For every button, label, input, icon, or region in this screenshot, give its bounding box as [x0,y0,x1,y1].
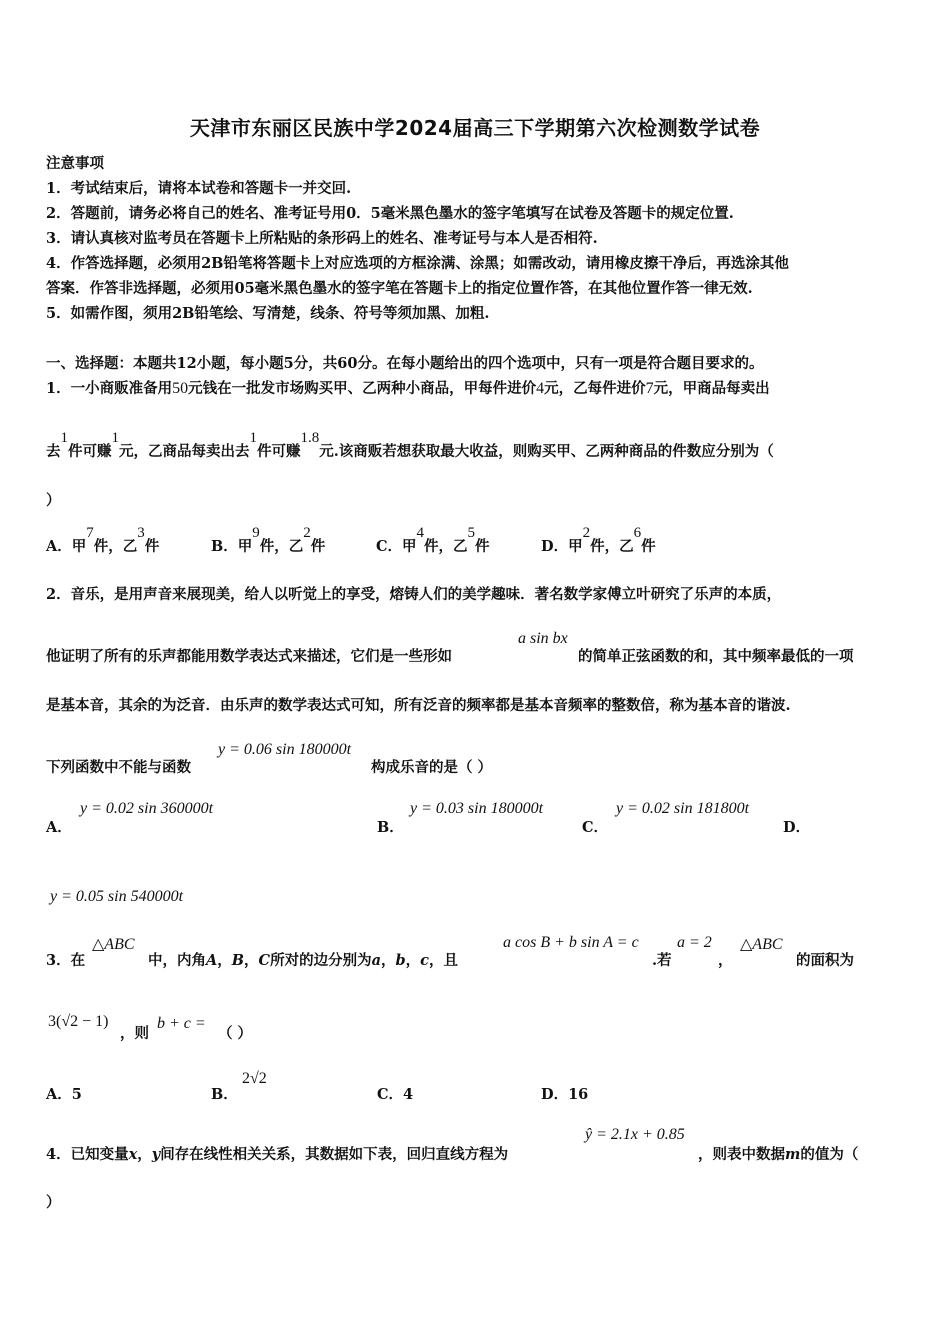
q4-text: 4．已知变量 [46,1146,129,1163]
note-item-4: 4．作答选择题，必须用2B铅笔将答题卡上对应选项的方框涂满、涂黑；如需改动，请用橡皮擦干净后，再选涂其他 [46,255,789,272]
q1-option-a[interactable] [46,525,160,556]
q2-option-d-label[interactable]: D． [783,819,811,836]
q4-text: ，则表中数据 [698,1146,785,1163]
q1-text: 元钱在一批发市场购买甲、乙两种小商品，甲每件进价 [188,380,537,397]
q1-option-d-text: 件 [641,538,656,555]
q3-triangle-abc: △ABC [92,936,135,953]
q4-text: ， [137,1146,152,1163]
q3-text: 中，内角 [148,952,206,969]
q3-angle-a: A [206,952,218,969]
note-item-3: 3．请认真核对监考员在答题卡上所粘贴的条形码上的姓名、准考证号与本人是否相符. [46,230,598,247]
question-1-line-2 [46,430,774,461]
q1-text: 去 [46,443,61,460]
q3-text: （ ） [218,1025,253,1042]
question-3-line-1a: 3．在 [46,952,86,969]
q2-option-b[interactable]: y = 0.03 sin 180000t [410,800,544,817]
q3-text: ， [718,952,733,969]
q4-text: 的值为（ [800,1146,859,1163]
q1-option-a-num: 3 [137,525,145,541]
q3-option-b[interactable]: 2√2 [242,1070,267,1087]
q3-option-b-label[interactable]: B． [211,1086,238,1103]
question-1-line-3: ） [46,492,61,509]
note-item-4-cont: 答案．作答非选择题，必须用05毫米黑色墨水的签字笔在答题卡上的指定位置作答，在其他位置作答一律无效. [46,280,753,297]
note-item-5: 5．如需作图，须用2B铅笔绘、写清楚，线条、符号等须加黑、加粗. [46,305,490,322]
question-4-line-1a [46,1143,508,1164]
q1-option-a-text: 件 [144,538,160,555]
q2-option-d[interactable]: y = 0.05 sin 540000t [50,888,184,905]
q3-text: ， [405,952,421,969]
q3-text: ，则 [120,1025,149,1042]
question-1-line-1 [46,377,770,398]
q1-option-d-num: 2 [582,525,591,541]
q2-option-c-label[interactable]: C． [582,819,609,836]
q1-num-7: 7 [645,380,654,397]
q1-option-c-num: 5 [467,525,476,541]
q1-num-1a: 1 [60,430,68,446]
q2-option-b-label[interactable]: B． [377,819,404,836]
q1-num-1-8: 1.8 [300,430,320,446]
q1-text: 1．一小商贩准备用 [46,380,173,397]
q1-option-c-num: 4 [416,525,425,541]
q4-text: 间存在线性相关关系，其数据如下表，回归直线方程为 [160,1146,509,1163]
q1-option-b-num: 2 [303,525,311,541]
q1-option-b-text: 件 [310,538,326,555]
q1-option-c-text: 件 [475,538,490,555]
question-3-line-1b [148,949,458,970]
q1-option-b-text: B．甲 [211,538,253,555]
q3-option-d[interactable]: D．16 [541,1086,589,1103]
q1-text: 元，甲商品每卖出 [653,380,770,397]
exam-title: 天津市东丽区民族中学2024届高三下学期第六次检测数学试卷 [189,116,761,140]
question-2-line-2 [46,645,452,666]
q2-base-function: y = 0.06 sin 180000t [218,741,352,758]
q2-expr-a-sin-bx: a sin bx [518,630,568,647]
q3-text: ， [244,952,259,969]
q1-num-50: 50 [172,380,189,397]
q3-area-value: 3(√2 − 1) [48,1013,109,1030]
q3-triangle-abc: △ABC [740,936,783,953]
q3-text: .若 [652,952,672,969]
q1-option-b-text: 件，乙 [259,538,304,555]
q1-option-a-num: 7 [86,525,94,541]
q3-text: 的面积为 [796,952,854,969]
q3-equation-2: a = 2 [677,934,712,951]
q1-text: 件可赚 [257,443,301,460]
q2-text: 构成乐音的是（ ） [371,759,493,776]
q1-option-d-num: 6 [633,525,642,541]
q1-num-1c: 1 [249,430,257,446]
q3-option-a[interactable]: A．5 [46,1086,82,1103]
section-1-heading: 一、选择题：本题共12小题，每小题5分，共60分。在每小题给出的四个选项中，只有一项是符合题目要求的。 [46,355,764,372]
q4-regression-equation: ŷ = 2.1x + 0.85 [585,1126,685,1143]
q1-text: 件可赚 [68,443,112,460]
q1-option-c-text: C．甲 [376,538,417,555]
q2-option-a-label[interactable]: A． [46,819,72,836]
q1-option-a-text: A．甲 [46,538,87,555]
q1-text: 元.该商贩若想获取最大收益，则购买甲、乙两种商品的件数应分别为（ [319,443,774,460]
q1-option-c[interactable] [376,525,490,556]
q2-option-c[interactable]: y = 0.02 sin 181800t [616,800,750,817]
q1-text: 元，乙每件进价 [544,380,646,397]
q3-equation-1: a cos B + b sin A = c [503,934,639,951]
q3-angle-b: B [231,952,245,969]
notes-heading: 注意事项 [46,155,104,172]
q3-side-c: c [420,952,429,969]
q1-option-d[interactable] [541,525,656,556]
q4-var-x: x [128,1146,138,1163]
q3-angle-c: C [258,952,271,969]
question-2-line-1: 2．音乐，是用声音来展现美，给人以听觉上的享受，熔铸人们的美学趣味．著名数学家傅立叶研究了乐声的本质， [46,586,782,603]
q1-option-d-text: D．甲 [541,538,583,555]
q2-option-a[interactable]: y = 0.02 sin 360000t [80,800,214,817]
q1-option-a-text: 件，乙 [93,538,138,555]
q1-option-d-text: 件，乙 [590,538,634,555]
q3-side-a: a [371,952,381,969]
question-4-line-1b [698,1143,858,1164]
note-item-1: 1．考试结束后，请将本试卷和答题卡一并交回. [46,180,352,197]
q3-text: ， [380,952,396,969]
q3-side-b: b [395,952,406,969]
question-2-line-3: 是基本音，其余的为泛音．由乐声的数学表达式可知，所有泛音的频率都是基本音频率的整数倍，称为基本音的谐波. [46,697,791,714]
q3-option-c[interactable]: C．4 [377,1086,414,1103]
q1-num-4: 4 [536,380,545,397]
q2-text: 他证明了所有的乐声都能用数学表达式来描述，它们是一些形如 [46,648,452,665]
question-2-line-4a: 下列函数中不能与函数 [46,759,191,776]
q3-text: ，且 [428,952,458,969]
q2-text: 的简单正弦函数的和，其中频率最低的一项 [578,648,854,665]
q1-text: 元，乙商品每卖出去 [119,443,250,460]
q3-sum-b-c: b + c = [157,1015,206,1032]
q1-num-1b: 1 [111,430,119,446]
q1-option-b[interactable] [211,525,326,556]
question-4-line-2: ） [46,1194,61,1211]
q4-var-m: m [785,1146,801,1163]
q4-var-y: y [151,1146,161,1163]
note-item-2: 2．答题前，请务必将自己的姓名、准考证号用0．5毫米黑色墨水的签字笔填写在试卷及答题卡的规定位置. [46,205,734,222]
q3-text: 所对的边分别为 [270,952,372,969]
q1-option-c-text: 件，乙 [424,538,468,555]
q1-option-b-num: 9 [252,525,260,541]
q3-text: ， [217,952,232,969]
